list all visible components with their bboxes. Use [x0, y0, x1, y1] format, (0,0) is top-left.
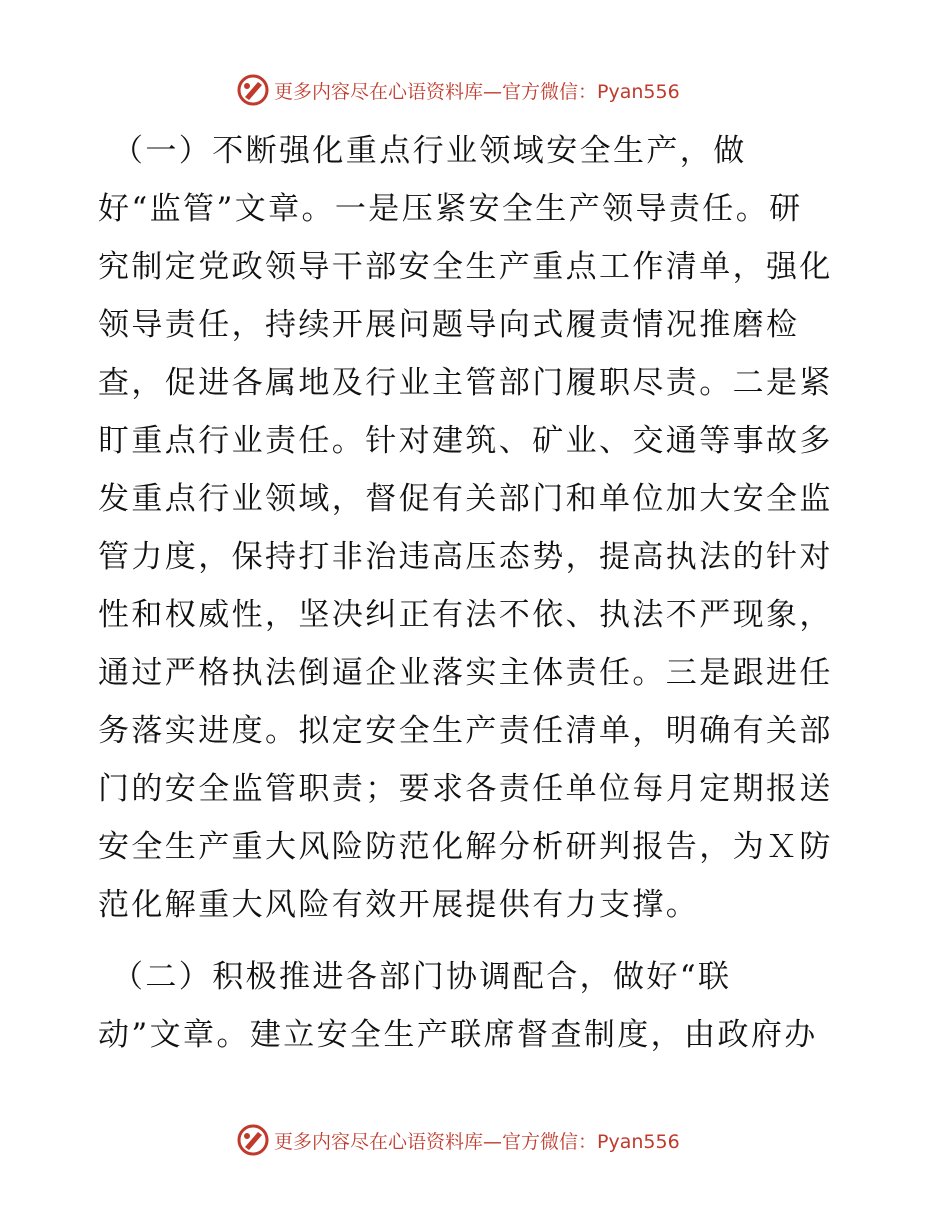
paragraph-line: 务落实进度。拟定安全生产责任清单，明确有关部 [98, 713, 833, 749]
header-watermark [236, 70, 716, 110]
paragraph-line: 究制定党政领导干部安全生产重点工作清单，强化 [98, 249, 833, 285]
logo-icon [236, 73, 270, 107]
paragraph-line: 门的安全监管职责；要求各责任单位每月定期报送 [98, 771, 833, 807]
wechat-id: Pyan556 [597, 80, 680, 103]
wechat-id: Pyan556 [597, 1130, 680, 1153]
paragraph-line: 动”文章。建立安全生产联席督查制度，由政府办 [98, 1017, 818, 1053]
paragraph-line: （二）积极推进各部门协调配合，做好“联 [112, 959, 732, 995]
paragraph-line: 管力度，保持打非治违高压态势，提高执法的针对 [98, 539, 833, 575]
paragraph-line: 查，促进各属地及行业主管部门履职尽责。二是紧 [98, 365, 833, 401]
paragraph-line: 好“监管”文章。一是压紧安全生产领导责任。研 [98, 191, 803, 227]
paragraph-line: 盯重点行业责任。针对建筑、矿业、交通等事故多 [98, 423, 833, 459]
paragraph-line: 通过严格执法倒逼企业落实主体责任。三是跟进任 [98, 655, 833, 691]
section-one [98, 122, 858, 934]
document-body [98, 122, 858, 1064]
paragraph-line: 安全生产重大风险防范化解分析研判报告，为Ｘ防 [98, 829, 833, 865]
paragraph-line: 发重点行业领域，督促有关部门和单位加大安全监 [98, 481, 833, 517]
logo-icon [236, 1123, 270, 1157]
paragraph-line: 领导责任，持续开展问题导向式履责情况推磨检 [98, 307, 800, 343]
paragraph-line: （一）不断强化重点行业领域安全生产，做 [112, 133, 747, 169]
watermark-label: 更多内容尽在心语资料库—官方微信： [274, 1130, 598, 1153]
section-two [98, 948, 858, 1064]
watermark-text [274, 77, 680, 104]
paragraph-line: 范化解重大风险有效开展提供有力支撑。 [98, 887, 700, 923]
footer-watermark [236, 1120, 716, 1160]
watermark-label: 更多内容尽在心语资料库—官方微信： [274, 80, 598, 103]
watermark-text [274, 1127, 680, 1154]
paragraph-line: 性和权威性，坚决纠正有法不依、执法不严现象， [98, 597, 833, 633]
